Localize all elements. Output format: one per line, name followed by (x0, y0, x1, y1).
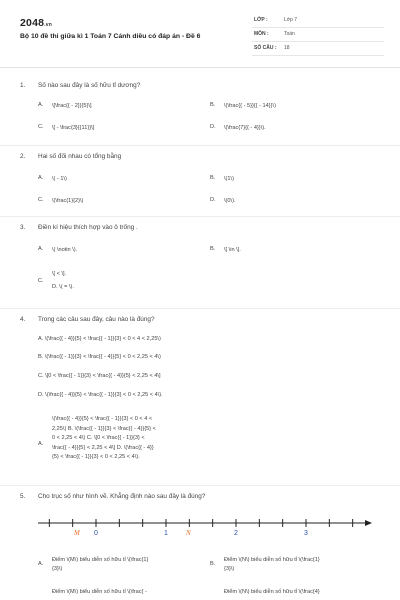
option-label: C. (38, 278, 44, 284)
option-line: Điểm \(M\) biểu diễn số hữu tỉ \(\frac{ - (52, 589, 147, 595)
question-4 (20, 316, 384, 486)
tick-label-2: 2 (234, 530, 238, 537)
meta-key: LỚP : (254, 17, 268, 23)
question-number: 5. (20, 493, 26, 500)
tick-label-1: 1 (164, 530, 168, 537)
meta-row-class (252, 14, 384, 28)
option-text (52, 268, 212, 294)
option-line: D. \( = \). (52, 284, 74, 290)
divider (0, 485, 400, 486)
option-label: C. (38, 197, 44, 203)
option-line: {5} < \frac{{ - 1}}{3} < 0 < 2,25 < 4\). (52, 454, 140, 461)
option-text: \(\frac{1}{2}\) (52, 198, 84, 204)
option-text: \[ \in \]. (224, 247, 241, 253)
statement-text: D. \(\frac{{ - 4}}{5} < \frac{{ - 1}}{3} < 0 < 2,25 < 4\). (38, 392, 163, 398)
option-line: {3}\) (52, 565, 63, 572)
meta-value: Lớp 7 (284, 17, 298, 23)
question-number: 3. (20, 224, 26, 231)
tick-label-3: 3 (304, 530, 308, 537)
divider (0, 216, 400, 217)
option-label: A. (38, 441, 44, 447)
document-title: Bộ 10 đề thi giữa kì 1 Toán 7 Cánh diều có đáp án - Đề 6 (20, 33, 201, 40)
option-line: Điểm \(M\) biểu diễn số hữu tỉ \(\frac{1} (52, 557, 149, 563)
divider (0, 145, 400, 146)
question-text: Hai số đối nhau có tổng bằng (38, 153, 122, 160)
statement-row (38, 336, 161, 342)
option-line: 0 < 2,25 < 4\) C. \[0 < \frac{{ - 1}}{3} < (52, 435, 145, 442)
page-header (0, 0, 400, 68)
option-text (52, 588, 212, 597)
option-label: A. (38, 246, 44, 252)
statement-row (38, 354, 161, 360)
meta-value: Toán (284, 31, 295, 37)
number-line (38, 508, 372, 538)
question-text: Số nào sau đây là số hữu tỉ dương? (38, 82, 141, 89)
option-text (52, 556, 212, 574)
option-text: \[ - \frac{3}{{11}}\] (52, 125, 95, 131)
option-line: Điểm \(N\) biểu diễn số hữu tỉ \(\frac{1} (224, 557, 320, 563)
meta-value: 18 (284, 45, 290, 51)
question-3 (20, 224, 384, 304)
statement-row (38, 373, 161, 379)
option-text: \( - 1\) (52, 176, 67, 182)
option-label: B. (210, 246, 216, 252)
question-text: Cho trục số như hình vẽ. Khẳng định nào sau đây là đúng? (38, 493, 206, 500)
meta-row-subject (252, 28, 384, 42)
option-label: A. (38, 102, 44, 108)
point-label-n: N (186, 529, 191, 537)
option-text: \(\frac{7}{{ - 4}}\). (224, 125, 266, 131)
question-number: 1. (20, 82, 26, 89)
option-label: D. (210, 124, 216, 130)
option-label: B. (210, 175, 216, 181)
meta-row-count (252, 42, 384, 56)
option-label: D. (210, 197, 216, 203)
option-line: Điểm \(N\) biểu diễn số hữu tỉ \(\frac{4} (224, 589, 320, 595)
option-line: \(\frac{{ - 4}}{5} < \frac{{ - 1}}{3} < 0 < 4 < (52, 416, 153, 422)
question-text: Điền kí hiệu thích hợp vào ô trống . (38, 224, 138, 231)
divider (0, 308, 400, 309)
option-c[interactable] (38, 268, 218, 298)
option-label: B. (210, 102, 216, 108)
question-text: Trong các câu sau đây, câu nào là đúng? (38, 316, 155, 323)
option-label: C. (38, 124, 44, 130)
option-text: \(0\). (224, 198, 236, 204)
statement-text: B. \(\frac{{ - 1}}{3} < \frac{{ - 4}}{5} < 0 < 2,25 < 4\) (38, 354, 161, 360)
option-text: \( \notin \). (52, 247, 78, 253)
point-label-m: M (74, 529, 80, 537)
meta-key: MÔN : (254, 31, 269, 37)
meta-key: SỐ CÂU : (254, 45, 277, 51)
logo-suffix: .vn (44, 22, 52, 28)
option-text: \(\frac{{ - 5}}{{ - 14}}\) (224, 103, 276, 109)
option-line: \frac{{ - 4}}{5} < 2,25 < 4\] D. \(\frac{{ - 4}} (52, 444, 154, 451)
option-label: A. (38, 175, 44, 181)
option-label: B. (210, 561, 216, 567)
statement-row (38, 392, 163, 398)
tick-label-0: 0 (94, 530, 98, 537)
question-number: 4. (20, 316, 26, 323)
option-label: A. (38, 561, 44, 567)
option-text: \[\frac{{ - 2}}{5}\] (52, 103, 92, 109)
logo-main: 2048 (20, 17, 45, 29)
option-line: {3}\) (224, 565, 235, 572)
statement-text: A. \(\frac{{ - 4}}{5} < \frac{{ - 1}}{3} < 0 < 4 < 2,25\) (38, 336, 161, 342)
statement-text: C. \[0 < \frac{{ - 1}}{3} < \frac{{ - 4}}{5} < 2,25 < 4\] (38, 373, 161, 379)
question-number: 2. (20, 153, 26, 160)
option-a[interactable] (38, 415, 228, 475)
question-1 (20, 82, 384, 142)
option-line: 2,25\) B. \(\frac{{ - 1}}{3} < \frac{{ - 4}}{5} < (52, 425, 156, 432)
option-text (52, 415, 222, 463)
question-2 (20, 153, 384, 213)
site-logo[interactable] (20, 17, 52, 29)
number-line-arrow (365, 520, 372, 526)
option-text (224, 556, 384, 574)
option-text (224, 588, 384, 597)
option-line: \[ < \]. (52, 271, 67, 277)
option-text: \(1\) (224, 176, 234, 182)
